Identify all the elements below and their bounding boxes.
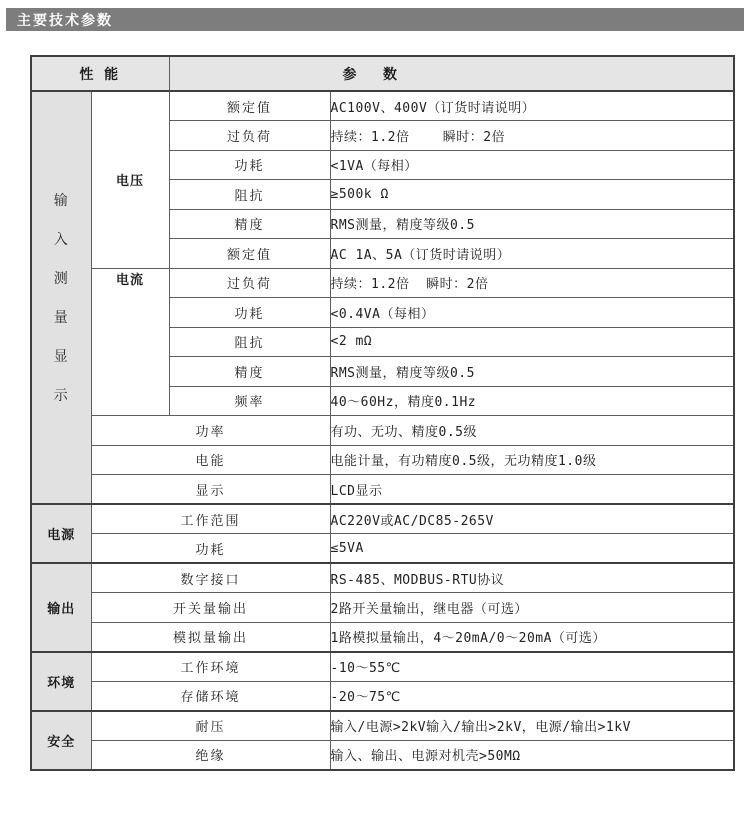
table-row [31,475,734,505]
param-name-cell: 功率 [91,416,330,446]
param-value-cell: RS-485、MODBUS-RTU协议 [330,563,734,593]
param-name-cell: 模拟量输出 [91,622,330,652]
group-label-power: 电源 [31,504,91,563]
table-row [31,740,734,770]
param-name-cell: 功耗 [169,150,330,180]
param-value-cell: 有功、无功、精度0.5级 [330,416,734,446]
page-title: 主要技术参数 [17,12,113,29]
param-value-cell: 持续：1.2倍 瞬时：2倍 [330,121,734,151]
vertical-label: 输 入 测 量 显 示 [53,193,69,404]
table-row [31,622,734,652]
group-label-environment: 环境 [31,652,91,711]
table-row [31,445,734,475]
param-name-cell: 精度 [169,209,330,239]
param-name-cell: 工作范围 [91,504,330,534]
param-value-cell: RMS测量，精度等级0.5 [330,357,734,387]
param-value-cell: 1路模拟量输出，4～20mA/0～20mA（可选） [330,622,734,652]
param-name-cell: 存储环境 [91,681,330,711]
param-name-cell: 功耗 [91,534,330,564]
param-value-cell: AC100V、400V（订货时请说明） [330,91,734,121]
spec-table [30,55,735,771]
subgroup-label-current: 电流 [91,268,169,416]
param-value-cell: 2路开关量输出，继电器（可选） [330,593,734,623]
table-row [31,711,734,741]
table-row [31,563,734,593]
param-name-cell: 显示 [91,475,330,505]
param-value-cell: 40～60Hz，精度0.1Hz [330,386,734,416]
title-bar [6,8,744,31]
param-name-cell: 阻抗 [169,180,330,210]
param-name-cell: 额定值 [169,239,330,269]
param-name-cell: 阻抗 [169,327,330,357]
param-value-cell: <0.4VA（每相） [330,298,734,328]
table-row [31,681,734,711]
param-name-cell: 精度 [169,357,330,387]
param-value-cell: AC 1A、5A（订货时请说明） [330,239,734,269]
param-value-cell: 持续：1.2倍 瞬时：2倍 [330,268,734,298]
param-name-cell: 耐压 [91,711,330,741]
param-name-cell: 数字接口 [91,563,330,593]
group-label-output: 输出 [31,563,91,652]
param-value-cell: <2 mΩ [330,327,734,357]
param-name-cell: 过负荷 [169,268,330,298]
param-value-cell: AC220V或AC/DC85-265V [330,504,734,534]
table-row [31,504,734,534]
param-name-cell: 额定值 [169,91,330,121]
param-value-cell: -10～55℃ [330,652,734,682]
group-label-safety: 安全 [31,711,91,770]
table-row [31,416,734,446]
param-name-cell: 工作环境 [91,652,330,682]
param-value-cell: LCD显示 [330,475,734,505]
subgroup-label-voltage: 电压 [91,91,169,268]
param-value-cell: <1VA（每相） [330,150,734,180]
table-header-row [31,56,734,91]
table-row [31,593,734,623]
header-parameter: 参 数 [169,56,734,91]
param-name-cell: 开关量输出 [91,593,330,623]
param-name-cell: 电能 [91,445,330,475]
param-value-cell: 输入/电源>2kV输入/输出>2kV，电源/输出>1kV [330,711,734,741]
table-row [31,652,734,682]
param-name-cell: 绝缘 [91,740,330,770]
param-value-cell: RMS测量，精度等级0.5 [330,209,734,239]
table-row [31,268,734,298]
param-value-cell: ≥500k Ω [330,180,734,210]
group-label-input [31,91,91,504]
param-name-cell: 过负荷 [169,121,330,151]
param-name-cell: 频率 [169,386,330,416]
param-name-cell: 功耗 [169,298,330,328]
table-row [31,91,734,121]
param-value-cell: 输入、输出、电源对机壳>50MΩ [330,740,734,770]
param-value-cell: ≤5VA [330,534,734,564]
header-performance: 性 能 [31,56,169,91]
table-row [31,534,734,564]
param-value-cell: -20～75℃ [330,681,734,711]
param-value-cell: 电能计量，有功精度0.5级，无功精度1.0级 [330,445,734,475]
